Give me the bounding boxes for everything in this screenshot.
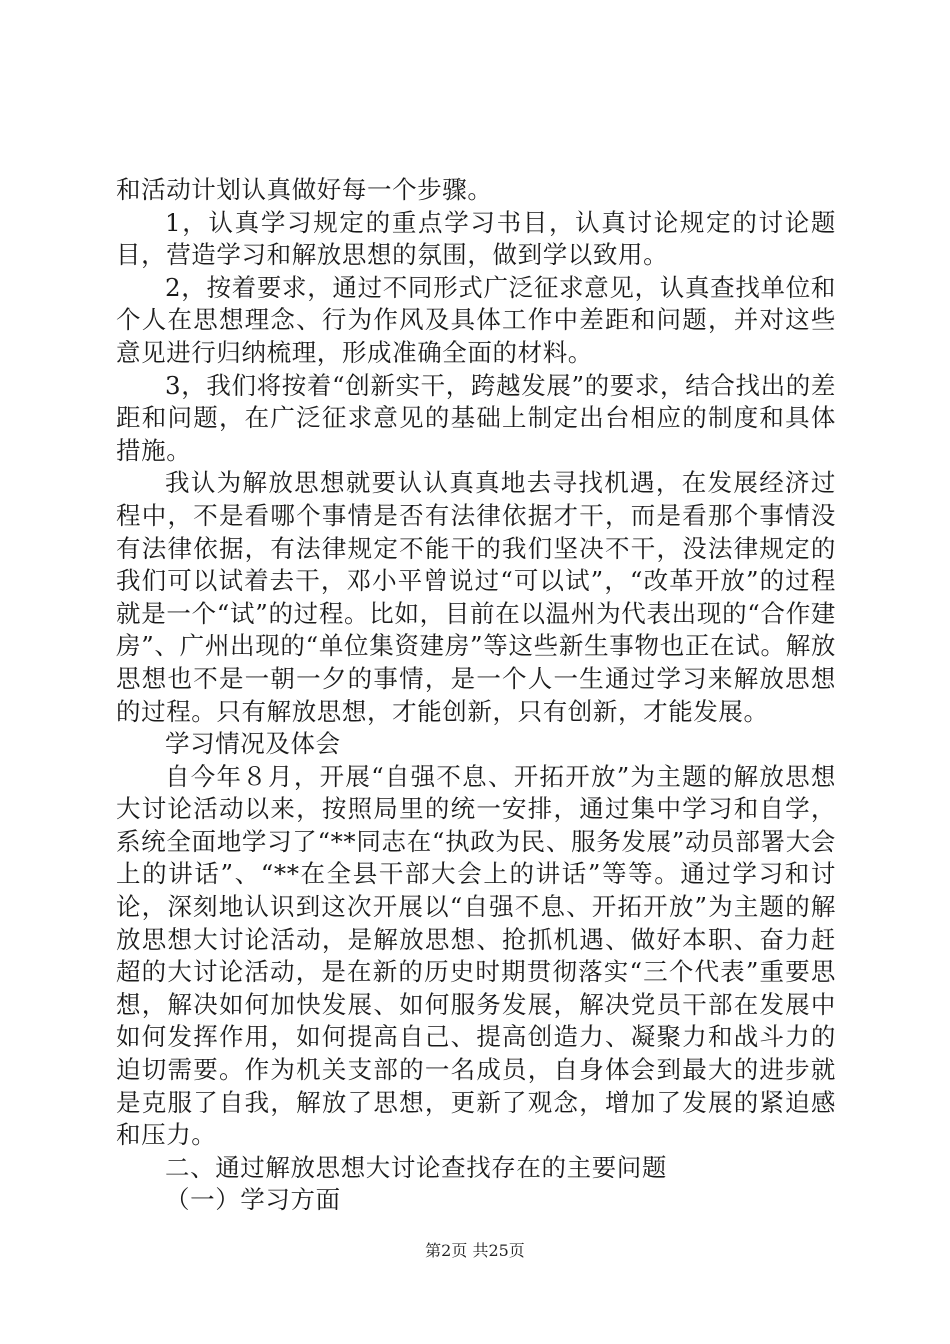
paragraph: 我认为解放思想就要认认真真地去寻找机遇，在发展经济过程中，不是看哪个事情是否有法律依据才干，而是看那个事情没有法律依据，有法律规定不能干的我们坚决不干，没法律规定的我们可以试着去干，邓小平曾说过“可以试”，“改革开放”的过程就是一个“试”的过程。比如，目前在以温州为代表出现的“合作建房”、广州出现的“单位集资建房”等这些新生事物也正在试。解放思想也不是一朝一夕的事情，是一个人一生通过学习来解放思想的过程。只有解放思想，才能创新，只有创新，才能发展。 [116, 468, 836, 726]
paragraph: 1，认真学习规定的重点学习书目，认真讨论规定的讨论题目，营造学习和解放思想的氛围，做到学以致用。 [116, 207, 836, 270]
paragraph: 自今年８月，开展“自强不息、开拓开放”为主题的解放思想大讨论活动以来，按照局里的统一安排，通过集中学习和自学，系统全面地学习了“**同志在“执政为民、服务发展”动员部署大会上的讲话”、“**在全县干部大会上的讲话”等等。通过学习和讨论，深刻地认识到这次开展以“自强不息、开拓开放”为主题的解放思想大讨论活动，是解放思想、抢抓机遇、做好本职、奋力赶超的大讨论活动，是在新的历史时期贯彻落实“三个代表”重要思想，解决如何加快发展、如何服务发展，解决党员干部在发展中如何发挥作用，如何提高自己、提高创造力、凝聚力和战斗力的迫切需要。作为机关支部的一名成员，自身体会到最大的进步就是克服了自我，解放了思想，更新了观念，增加了发展的紧迫感和压力。 [116, 761, 836, 1150]
page-number-footer: 第2页 共25页 [425, 1241, 525, 1260]
section-heading: 二、通过解放思想大讨论查找存在的主要问题 [165, 1152, 667, 1182]
paragraph: 3，我们将按着“创新实干，跨越发展”的要求，结合找出的差距和问题，在广泛征求意见的基础上制定出台相应的制度和具体措施。 [116, 370, 836, 465]
document-body [116, 174, 836, 1217]
subsection-heading: （一）学习方面 [165, 1185, 341, 1215]
paragraph: 2，按着要求，通过不同形式广泛征求意见，认真查找单位和个人在思想理念、行为作风及具体工作中差距和问题，并对这些意见进行归纳梳理，形成准确全面的材料。 [116, 272, 836, 367]
paragraph: 和活动计划认真做好每一个步骤。 [116, 175, 493, 204]
section-heading: 学习情况及体会 [165, 729, 341, 759]
